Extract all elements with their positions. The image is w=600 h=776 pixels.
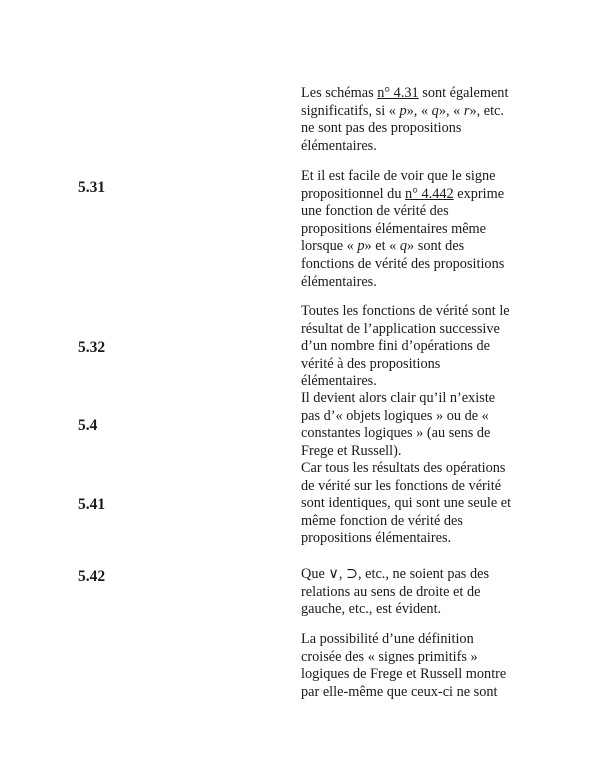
text-line: [301, 103, 526, 121]
text-run: exprime: [453, 185, 505, 202]
text-line: par elle-même que ceux-ci ne sont: [301, 683, 498, 700]
text-line: croisée des « signes primitifs »: [301, 648, 478, 665]
text-run: » et «: [364, 238, 400, 255]
text-line: ne sont pas des propositions: [301, 120, 462, 137]
text-run: Les schémas: [301, 85, 378, 101]
text-line: gauche, etc., est évident.: [301, 601, 442, 618]
section-number-5-31: 5.31: [78, 179, 106, 196]
text-line: Toutes les fonctions de vérité sont le: [301, 303, 510, 319]
text-line: sont identiques, qui sont une seule et: [301, 495, 512, 512]
text-line: propositions élémentaires.: [301, 530, 452, 547]
text-run: significatifs, si «: [301, 102, 400, 119]
text-line: [301, 85, 526, 103]
variable-q: q: [431, 102, 439, 119]
text-run: », «: [406, 102, 432, 119]
text-line: vérité à des propositions: [301, 355, 441, 372]
text-line: [301, 238, 526, 256]
section-number-5-4: 5.4: [78, 417, 98, 434]
text-line: Frege et Russell).: [301, 442, 402, 459]
text-line: élémentaires.: [301, 273, 377, 290]
text-run: propositionnel du: [301, 185, 406, 202]
variable-p: p: [357, 238, 365, 255]
text-run: », etc.: [469, 102, 504, 119]
text-line: logiques de Frege et Russell montre: [301, 666, 507, 683]
text-run: », «: [438, 102, 464, 119]
text-run: lorsque «: [301, 238, 358, 255]
paragraph-5-31: [301, 168, 526, 291]
section-number-5-41: 5.41: [78, 496, 106, 513]
text-line: [301, 186, 526, 204]
text-line: fonctions de vérité des propositions: [301, 255, 505, 272]
text-run: sont également: [418, 85, 509, 101]
text-line: propositions élémentaires même: [301, 220, 487, 237]
text-line: même fonction de vérité des: [301, 512, 463, 529]
paragraph-5-32: [301, 303, 526, 391]
text-line: de vérité sur les fonctions de vérité: [301, 477, 502, 494]
paragraph-5-42: [301, 566, 526, 619]
text-line: élémentaires.: [301, 373, 377, 390]
text-line: Et il est facile de voir que le signe: [301, 168, 496, 184]
variable-p: p: [399, 102, 407, 119]
text-line: d’un nombre fini d’opérations de: [301, 338, 490, 355]
text-line: résultat de l’application successive: [301, 320, 500, 337]
paragraph-5-42-continued: [301, 631, 526, 701]
text-line: une fonction de vérité des: [301, 203, 449, 220]
text-line: relations au sens de droite et de: [301, 583, 481, 600]
text-run: » sont des: [407, 238, 465, 255]
text-line: pas d’« objets logiques » ou de «: [301, 407, 489, 424]
section-number-5-42: 5.42: [78, 568, 106, 585]
paragraph-intro: [301, 85, 526, 155]
cross-reference-link[interactable]: n° 4.31: [377, 85, 419, 101]
text-line: Il devient alors clair qu’il n’existe: [301, 390, 496, 406]
variable-q: q: [399, 238, 408, 255]
paragraph-5-4: [301, 390, 526, 460]
cross-reference-link[interactable]: n° 4.442: [405, 185, 454, 202]
text-line: Car tous les résultats des opérations: [301, 460, 506, 476]
variable-r: r: [463, 102, 470, 119]
text-line: élémentaires.: [301, 137, 377, 154]
paragraph-5-41: [301, 460, 526, 548]
text-line: La possibilité d’une définition: [301, 631, 474, 647]
text-line: constantes logiques » (au sens de: [301, 425, 491, 442]
section-number-5-32: 5.32: [78, 339, 106, 356]
text-line: Que ∨, ⊃, etc., ne soient pas des: [301, 566, 490, 582]
